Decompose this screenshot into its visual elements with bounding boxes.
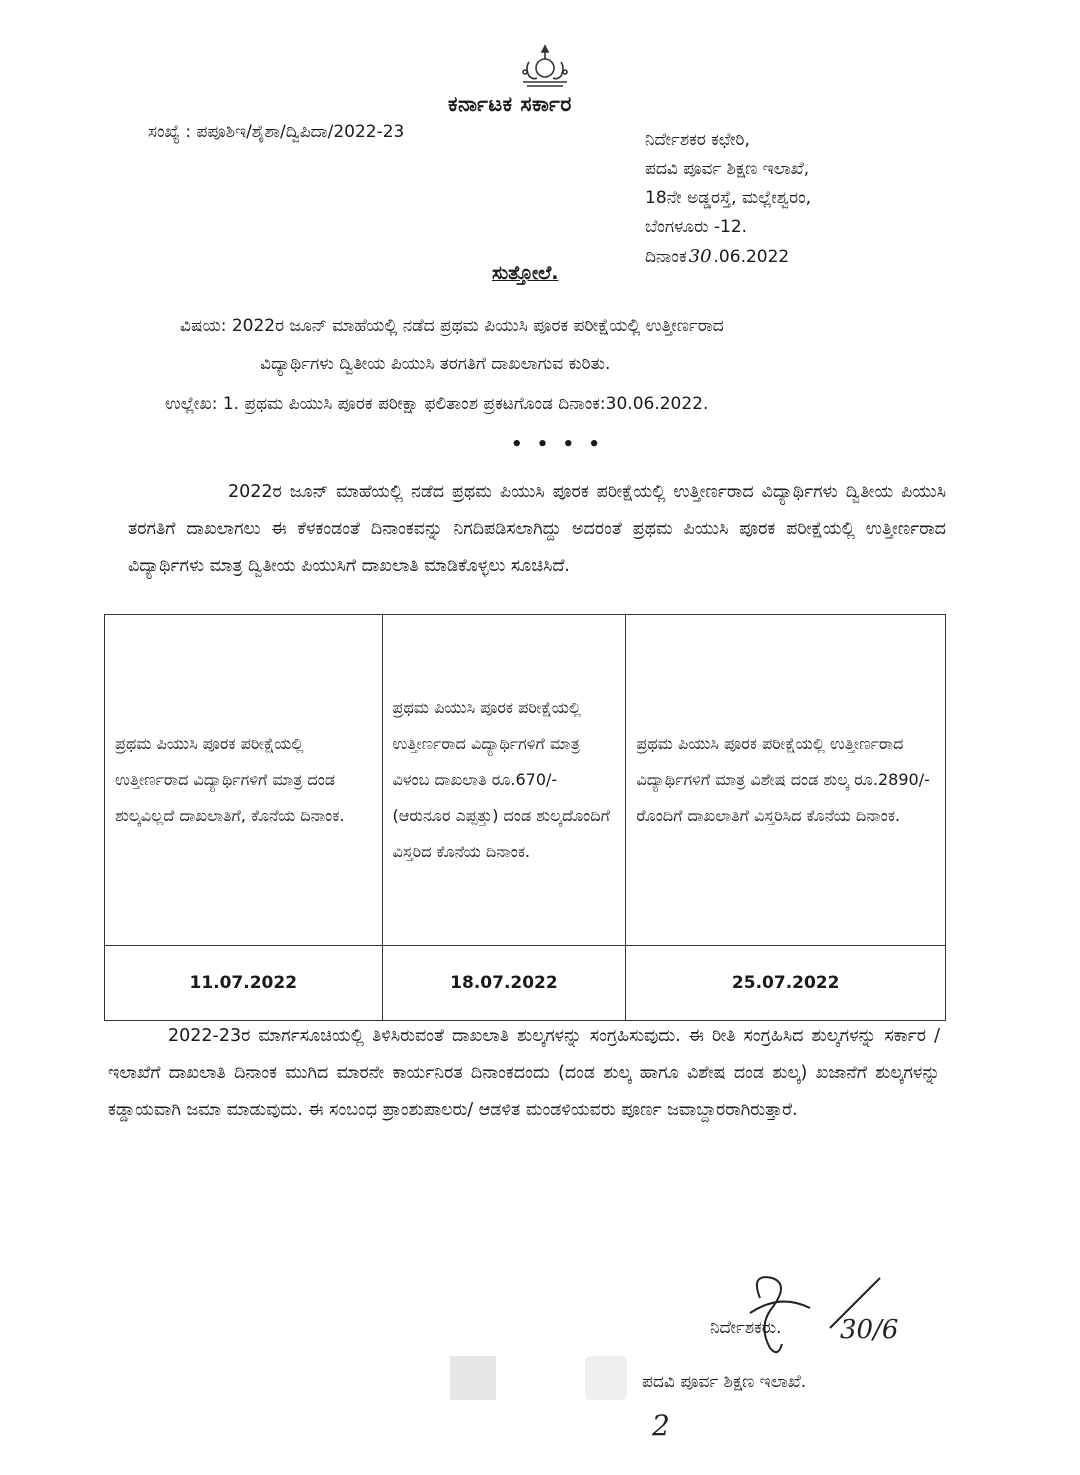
date-label: ದಿನಾಂಕ	[645, 247, 687, 267]
initial-mark: 2	[652, 1409, 670, 1442]
table-header-row	[105, 615, 946, 946]
office-line-3: 18ನೇ ಅಡ್ಡರಸ್ತೆ, ಮಲ್ಲೇಶ್ವರಂ,	[645, 188, 812, 208]
subject-line-1: ವಿಷಯ: 2022ರ ಜೂನ್ ಮಾಹೆಯಲ್ಲಿ ನಡೆದ ಪ್ರಥಮ ಪಿಯುಸಿ ಪೂರಕ ಪರೀಕ್ಷೆಯಲ್ಲಿ ಉತ್ತೀರ್ಣರಾದ	[180, 316, 724, 336]
redaction-block	[585, 1356, 627, 1400]
signature-date: 30/6	[840, 1315, 899, 1345]
body-paragraph-1: 2022ರ ಜೂನ್ ಮಾಹೆಯಲ್ಲಿ ನಡೆದ ಪ್ರಥಮ ಪಿಯುಸಿ ಪೂರಕ ಪರೀಕ್ಷೆಯಲ್ಲಿ ಉತ್ತೀರ್ಣರಾದ ವಿದ್ಯಾರ್ಥಿಗಳು ದ್ವಿತೀಯ ಪಿಯುಸಿ ತರಗತಿಗೆ ದಾಖಲಾಗಲು ಈ ಕೆಳಕಂಡಂತೆ ದಿನಾಂಕವನ್ನು ನಿಗದಿಪಡಿಸಲಾಗಿದ್ದು ಅದರಂತೆ ಪ್ರಥಮ ಪಿಯುಸಿ ಪೂರಕ ಪರೀಕ್ಷೆಯಲ್ಲಿ ಉತ್ತೀರ್ಣರಾದ ವಿದ್ಯಾರ್ಥಿಗಳು ಮಾತ್ರ ದ್ವಿತೀಯ ಪಿಯುಸಿಗೆ ದಾಖಲಾತಿ ಮಾಡಿಕೊಳ್ಳಲು ಸೂಚಿಸಿದೆ.	[128, 482, 946, 576]
admission-dates-table	[104, 614, 946, 1021]
subject-line-2: ವಿದ್ಯಾರ್ಥಿಗಳು ದ್ವಿತೀಯ ಪಿಯುಸಿ ತರಗತಿಗೆ ದಾಖಲಾಗುವ ಕುರಿತು.	[260, 354, 611, 374]
subject-block	[180, 307, 960, 383]
signatory-title: ನಿರ್ದೇಶಕರು.	[710, 1318, 782, 1338]
karnataka-emblem-icon	[515, 42, 575, 92]
government-title: ಕರ್ನಾಟಕ ಸರ್ಕಾರ	[448, 92, 572, 116]
reference-line: ಉಲ್ಲೇಖ: 1. ಪ್ರಥಮ ಪಿಯುಸಿ ಪೂರಕ ಪರೀಕ್ಷಾ ಫಲಿತಾಂಶ ಪ್ರಕಟಗೊಂಡ ದಿನಾಂಕ:30.06.2022.	[165, 394, 709, 414]
circular-title: ಸುತ್ತೋಲೆ.	[492, 262, 559, 284]
redaction-block	[450, 1356, 496, 1400]
handwritten-day: 30	[688, 246, 712, 267]
office-line-1: ನಿರ್ದೇಶಕರ ಕಛೇರಿ,	[645, 130, 750, 150]
issue-date	[645, 242, 811, 272]
office-line-2: ಪದವಿ ಪೂರ್ವ ಶಿಕ್ಷಣ ಇಲಾಖೆ,	[645, 159, 810, 179]
handwritten-initial	[648, 1405, 698, 1445]
separator-dots: • • • •	[511, 434, 604, 455]
signatory-department: ಪದವಿ ಪೂರ್ವ ಶಿಕ್ಷಣ ಇಲಾಖೆ.	[642, 1372, 807, 1392]
table-header-cell: ಪ್ರಥಮ ಪಿಯುಸಿ ಪೂರಕ ಪರೀಕ್ಷೆಯಲ್ಲಿ ಉತ್ತೀರ್ಣರಾದ ವಿದ್ಯಾರ್ಥಿಗಳಿಗೆ ಮಾತ್ರ ವಿಳಂಬ ದಾಖಲಾತಿ ರೂ.670/- (ಆರುನೂರ ಎಪ್ಪತ್ತು) ದಂಡ ಶುಲ್ಕದೊಂದಿಗೆ ವಿಸ್ತರಿದ ಕೊನೆಯ ದಿನಾಂಕ.	[382, 615, 626, 946]
table-date-cell: 25.07.2022	[626, 946, 946, 1021]
table-date-row	[105, 946, 946, 1021]
table-header-cell: ಪ್ರಥಮ ಪಿಯುಸಿ ಪೂರಕ ಪರೀಕ್ಷೆಯಲ್ಲಿ ಉತ್ತೀರ್ಣರಾದ ವಿದ್ಯಾರ್ಥಿಗಳಿಗೆ ಮಾತ್ರ ವಿಶೇಷ ದಂಡ ಶುಲ್ಕ ರೂ.2890/-ರೊಂದಿಗೆ ದಾಖಲಾತಿಗೆ ವಿಸ್ತರಿಸಿದ ಕೊನೆಯ ದಿನಾಂಕ.	[626, 615, 946, 946]
date-rest: .06.2022	[713, 247, 790, 267]
office-line-4: ಬೆಂಗಳೂರು -12.	[645, 217, 748, 237]
reference-number: ಸಂಖ್ಯೆ : ಪಪೂಶಿಇ/ಶೈಶಾ/ದ್ವಿಪಿದಾ/2022-23	[148, 122, 405, 142]
office-address	[645, 126, 811, 272]
table-date-cell: 18.07.2022	[382, 946, 626, 1021]
body-paragraph-2: 2022-23ರ ಮಾರ್ಗಸೂಚಿಯಲ್ಲಿ ತಿಳಿಸಿರುವಂತೆ ದಾಖಲಾತಿ ಶುಲ್ಕಗಳನ್ನು ಸಂಗ್ರಹಿಸುವುದು. ಈ ರೀತಿ ಸಂಗ್ರಹಿಸಿದ ಶುಲ್ಕಗಳನ್ನು ಸರ್ಕಾರ /ಇಲಾಖೆಗೆ ದಾಖಲಾತಿ ದಿನಾಂಕ ಮುಗಿದ ಮಾರನೇ ಕಾರ್ಯನಿರತ ದಿನಾಂಕದಂದು (ದಂಡ ಶುಲ್ಕ ಹಾಗೂ ವಿಶೇಷ ದಂಡ ಶುಲ್ಕ) ಖಜಾನೆಗೆ ಶುಲ್ಕಗಳನ್ನು ಕಡ್ಡಾಯವಾಗಿ ಜಮಾ ಮಾಡುವುದು. ಈ ಸಂಬಂಧ ಪ್ರಾಂಶುಪಾಲರು/ ಆಡಳಿತ ಮಂಡಳಿಯವರು ಪೂರ್ಣ ಜವಾಬ್ದಾರರಾಗಿರುತ್ತಾರೆ.	[108, 1026, 940, 1120]
table-date-cell: 11.07.2022	[105, 946, 383, 1021]
table-header-cell: ಪ್ರಥಮ ಪಿಯುಸಿ ಪೂರಕ ಪರೀಕ್ಷೆಯಲ್ಲಿ ಉತ್ತೀರ್ಣರಾದ ವಿದ್ಯಾರ್ಥಿಗಳಿಗೆ ಮಾತ್ರ ದಂಡ ಶುಲ್ಕವಿಲ್ಲದೆ ದಾಖಲಾತಿಗೆ, ಕೊನೆಯ ದಿನಾಂಕ.	[105, 615, 383, 946]
